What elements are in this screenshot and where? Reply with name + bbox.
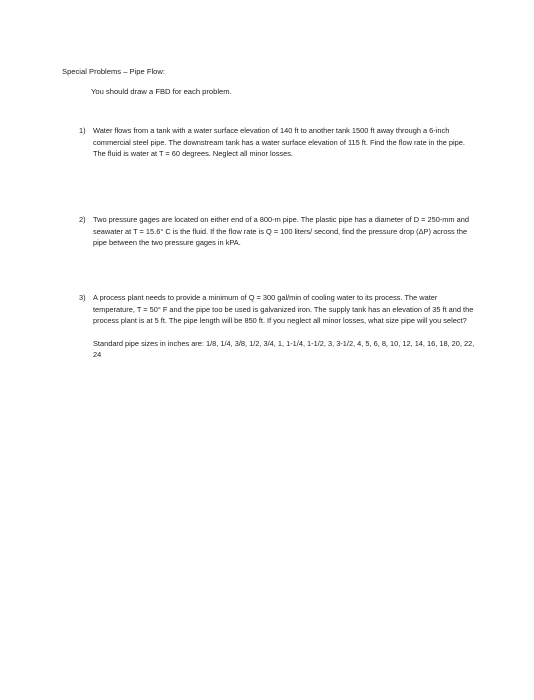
problem-body bbox=[93, 125, 477, 160]
problem-number: 2) bbox=[79, 215, 86, 224]
problem-text: Water flows from a tank with a water surface elevation of 140 ft to another tank 1500 ft away through a 6-inch commercial steel pipe. The downstream tank has a water surface elevation of 115 ft. Find the flow rate in the pipe. The fluid is water at T = 60 degrees. Neglect all minor losses. bbox=[93, 126, 465, 158]
problem-body bbox=[93, 214, 477, 249]
pipe-sizes-text: Standard pipe sizes in inches are: 1/8, 1/4, 3/8, 1/2, 3/4, 1, 1-1/4, 1-1/2, 3, 3-1/2, 4, 5, 6, 8, 10, 12, 14, 16, 18, 20, 22, 24 bbox=[93, 338, 475, 359]
document-title: Special Problems – Pipe Flow: bbox=[62, 67, 165, 76]
problem-text: Two pressure gages are located on either end of a 800-m pipe. The plastic pipe has a diameter of D = 250-mm and seawater at T = 15.6° C is the fluid. If the flow rate is Q = 100 liters/ second, find the pressure drop (ΔP) across the pipe between the two pressure gages in kPA. bbox=[93, 215, 469, 247]
problem-number: 1) bbox=[79, 126, 86, 135]
problem-body bbox=[93, 292, 477, 361]
instruction-text: You should draw a FBD for each problem. bbox=[91, 87, 232, 96]
problem-text: A process plant needs to provide a minimum of Q = 300 gal/min of cooling water to its process. The water temperature, T = 50° F and the pipe too be used is galvanized iron. The supply tank has an elevation of 35 ft and the process plant is at 5 ft. The pipe length will be 850 ft. If you neglect all minor losses, what size pipe will you select? bbox=[93, 293, 474, 325]
problem-number: 3) bbox=[79, 293, 86, 302]
